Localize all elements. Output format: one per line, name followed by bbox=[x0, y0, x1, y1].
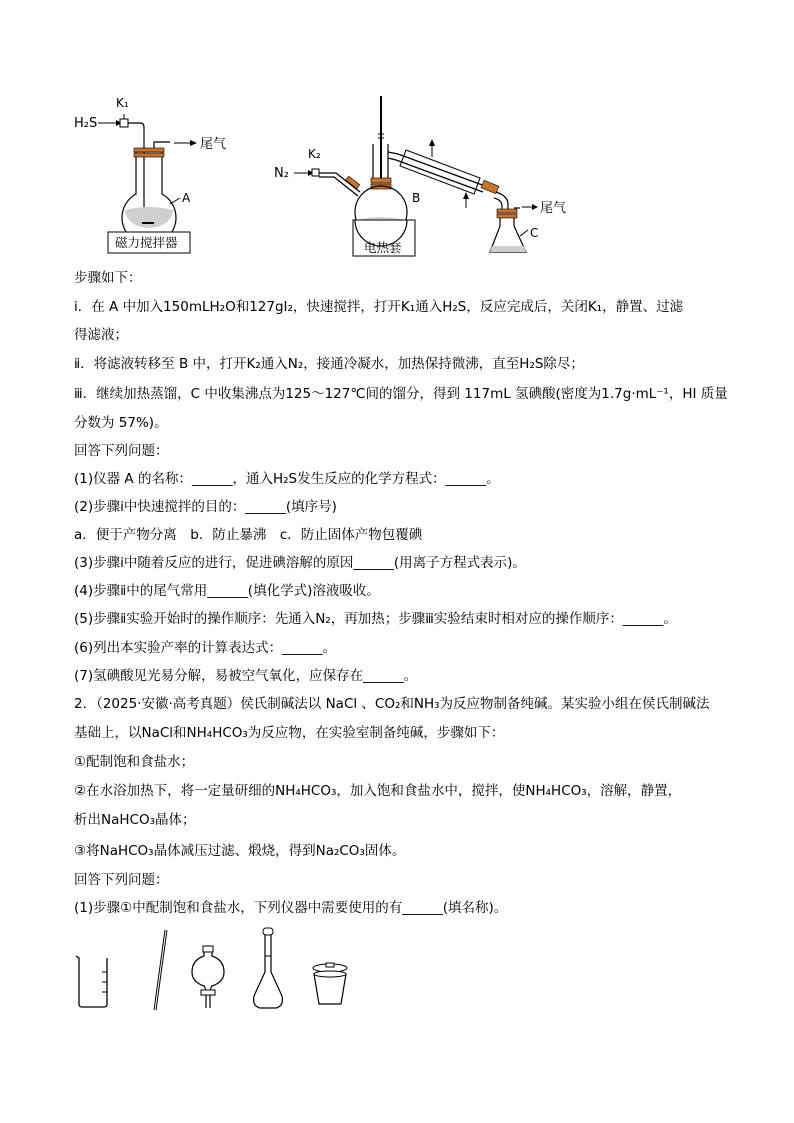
steps-title: 步骤如下： bbox=[74, 270, 142, 286]
stirrer-label: 磁力搅拌器 bbox=[115, 235, 178, 250]
heater-label: 电热套 bbox=[364, 240, 402, 255]
crucible-icon bbox=[310, 962, 350, 1008]
question-7: (7)氢碘酸见光易分解，易被空气氧化，应保存在______。 bbox=[74, 668, 418, 684]
question-6: (6)列出本实验产率的计算表达式：______。 bbox=[74, 640, 337, 656]
question-4: (4)步骤ⅱ中的尾气常用______(填化学式)溶液吸收。 bbox=[74, 583, 380, 599]
step-3-line-2: 分数为 57%)。 bbox=[74, 415, 168, 431]
flask-a-label: A bbox=[182, 191, 191, 205]
question-3: (3)步骤ⅰ中随着反应的进行，促进碘溶解的原因______(用离子方程式表示)。 bbox=[74, 555, 526, 571]
h2s-label: H₂S bbox=[74, 116, 98, 131]
step-2: ⅱ．将滤液转移至 B 中，打开K₂通入N₂，接通冷凝水，加热保持微沸，直至H₂S除尽； bbox=[74, 356, 584, 372]
flask-c-label: C bbox=[530, 226, 539, 240]
problem-2-line-2: 基础上，以NaCl和NH₄HCO₃为反应物，在实验室制备纯碱，步骤如下： bbox=[74, 725, 505, 741]
question-1: (1)仪器 A 的名称：______，通入H₂S发生反应的化学方程式：______。 bbox=[74, 471, 500, 487]
apparatus-a-diagram bbox=[70, 92, 240, 258]
n2-label: N₂ bbox=[274, 166, 289, 181]
beaker-icon bbox=[72, 952, 112, 1010]
problem-2-question-1: (1)步骤①中配制饱和食盐水，下列仪器中需要使用的有______(填名称)。 bbox=[74, 900, 508, 916]
step-1-line-1: ⅰ．在 A 中加入150mLH₂O和127gI₂，快速搅拌，打开K₁通入H₂S，反应完成后，关闭K₁，静置、过滤 bbox=[74, 299, 684, 315]
step-3-line-1: ⅲ．继续加热蒸馏，C 中收集沸点为125～127℃间的馏分，得到 117mL 氢碘酸(密度为1.7g·mL⁻¹，HI 质量 bbox=[74, 386, 728, 402]
exhaust-label-c: 尾气 bbox=[540, 201, 567, 216]
flask-b-label: B bbox=[412, 191, 421, 205]
separatory-funnel-icon bbox=[190, 944, 226, 1010]
question-2-options: a．便于产物分离 b．防止暴沸 c．防止固体产物包覆碘 bbox=[74, 527, 423, 543]
k1-label: K₁ bbox=[116, 96, 129, 110]
problem-2-line-1: 2．（2025·安徽·高考真题）侯氏制碱法以 NaCl 、CO₂和NH₃为反应物制备纯碱。某实验小组在侯氏制碱法 bbox=[74, 696, 710, 712]
procedure-step-1: ①配制饱和食盐水； bbox=[74, 754, 195, 770]
answer-title-2: 回答下列问题： bbox=[74, 872, 169, 888]
glass-rod-icon bbox=[150, 928, 170, 1012]
k2-label: K₂ bbox=[308, 147, 321, 161]
procedure-step-2-line-1: ②在水浴加热下，将一定量研细的NH₄HCO₃，加入饱和食盐水中，搅拌，使NH₄HCO₃，溶解，静置， bbox=[74, 783, 682, 799]
volumetric-flask-icon bbox=[250, 926, 286, 1012]
apparatus-b-c-diagram bbox=[270, 94, 580, 260]
answer-title: 回答下列问题： bbox=[74, 443, 169, 459]
exhaust-label-a: 尾气 bbox=[200, 137, 227, 152]
step-1-line-2: 得滤液； bbox=[74, 327, 128, 343]
procedure-step-2-line-2: 析出NaHCO₃晶体； bbox=[74, 812, 196, 828]
question-2: (2)步骤ⅰ中快速搅拌的目的：______(填序号) bbox=[74, 499, 337, 515]
question-5: (5)步骤ⅱ实验开始时的操作顺序：先通入N₂，再加热；步骤ⅲ实验结束时相对应的操作顺序：______。 bbox=[74, 611, 677, 627]
procedure-step-3: ③将NaHCO₃晶体减压过滤、煅烧，得到Na₂CO₃固体。 bbox=[74, 843, 406, 859]
